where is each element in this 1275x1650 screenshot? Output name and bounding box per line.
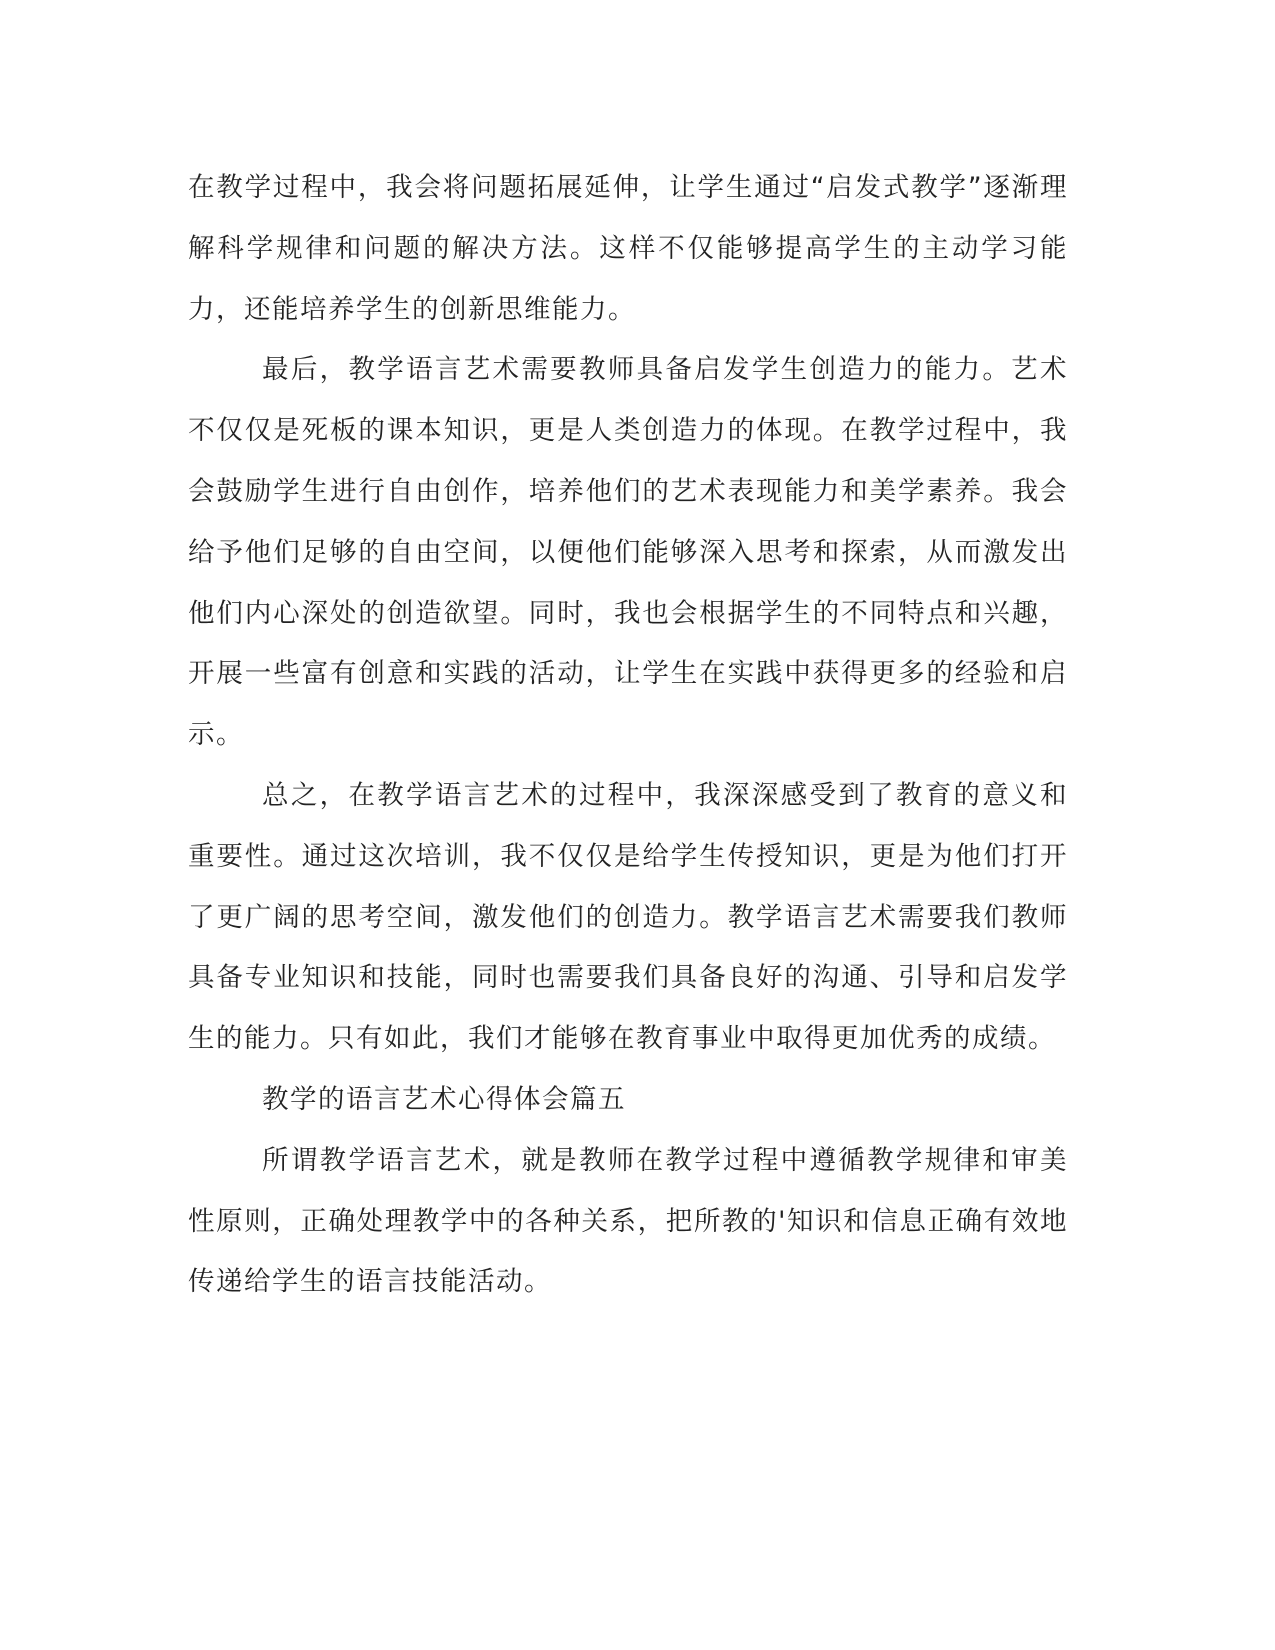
section-heading: 教学的语言艺术心得体会篇五	[262, 1083, 626, 1115]
paragraph-creativity: 最后，教学语言艺术需要教师具备启发学生创造力的能力。艺术不仅仅是死板的课本知识，更是人类创造力的体现。在教学过程中，我会鼓励学生进行自由创作，培养他们的艺术表现能力和美学素养。我会给予他们足够的自由空间，以便他们能够深入思考和探索，从而激发出他们内心深处的创造欲望。同时，我也会根据学生的不同特点和兴趣，开展一些富有创意和实践的活动，让学生在实践中获得更多的经验和启示。	[188, 354, 1068, 751]
paragraph-conclusion: 总之，在教学语言艺术的过程中，我深深感受到了教育的意义和重要性。通过这次培训，我不仅仅是给学生传授知识，更是为他们打开了更广阔的思考空间，激发他们的创造力。教学语言艺术需要我们教师具备专业知识和技能，同时也需要我们具备良好的沟通、引导和启发学生的能力。只有如此，我们才能够在教育事业中取得更加优秀的成绩。	[188, 779, 1068, 1055]
paragraph-definition: 所谓教学语言艺术，就是教师在教学过程中遵循教学规律和审美性原则，正确处理教学中的各种关系，把所教的'知识和信息正确有效地传递给学生的语言技能活动。	[188, 1144, 1068, 1298]
paragraph-inquiry-teaching: 在教学过程中，我会将问题拓展延伸，让学生通过“启发式教学”逐渐理解科学规律和问题的解决方法。这样不仅能够提高学生的主动学习能力，还能培养学生的创新思维能力。	[188, 172, 1068, 325]
document-body	[188, 158, 1068, 1313]
